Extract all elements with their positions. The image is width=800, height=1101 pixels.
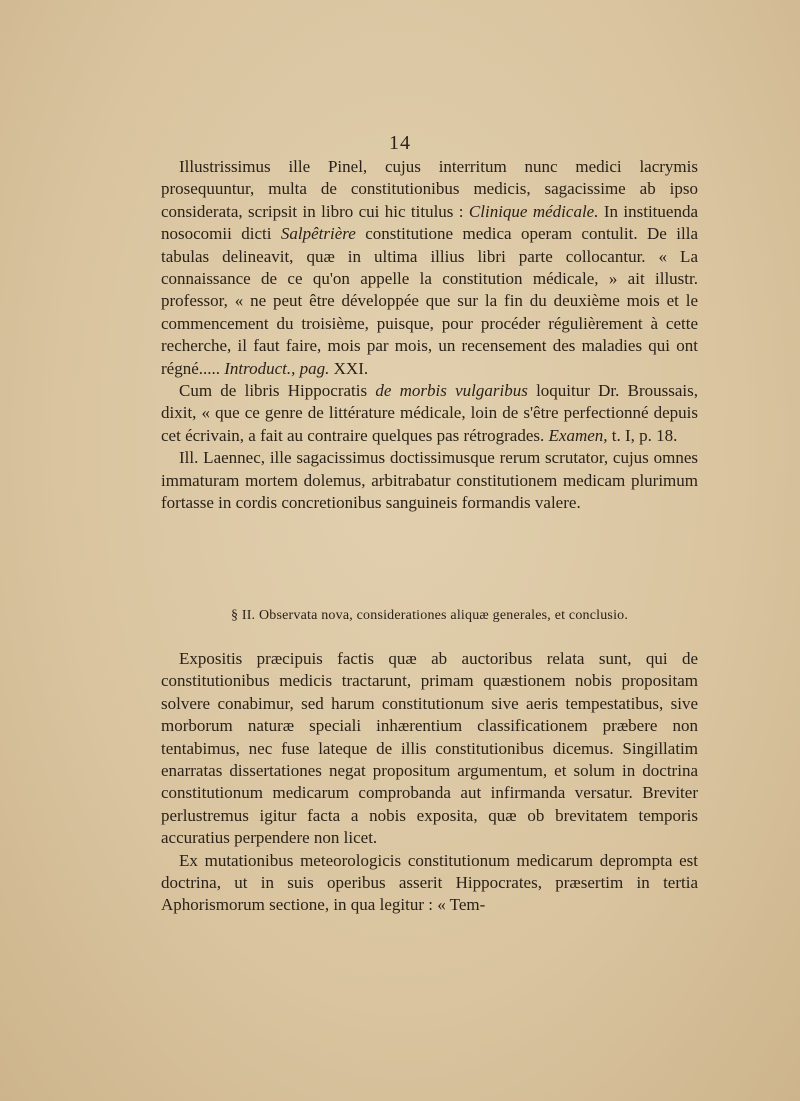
book-title-morbis: de morbis vulgaribus [375,381,528,401]
para2-text-a: Cum de libris Hippocratis [179,381,376,401]
paragraph-broussais [161,380,698,447]
reference-examen: Examen, [548,425,608,445]
text-section-1 [161,156,698,515]
para1-text-b: In instituenda nosocomii dicti [161,201,698,244]
paragraph-laennec: Ill. Laennec, ille sagacissimus doctissimusque rerum scrutator, cujus omnes immaturam mortem dolemus, arbitrabatur constitutionem medicam plurimum fortasse in cordis concretionibus sanguineis formandis valere. [161,448,698,513]
book-title-clinique: Clinique médicale. [468,201,599,221]
para2-text-c: t. I, p. 18. [607,425,678,445]
paragraph-mutationibus: Ex mutationibus meteorologicis constitutionum medicarum deprompta est doctrina, ut in suis operibus asserit Hippocrates, præsertim in tertia Aphorismorum sectione, in qua legitur : « Tem- [161,850,698,915]
para1-text-c: constitutione medica operam contulit. De illa tabulas delineavit, quæ in ultima illius libri parte collocantur. « La connaissance de ce qu'on appelle la constitution médicale, » ait illustr. professor, « ne peut être développée que sur la fin du deuxième mois et le commencement du troisième, puisque, pour procéder régulièrement à cette recherche, il faut faire, mois par mois, un recensement des maladies qui ont régné..... [161,224,698,378]
place-salpetriere: Salpêtrière [280,224,356,244]
para2-text-b: loquitur Dr. Broussais, dixit, « que ce genre de littérature médicale, loin de s'être perfectionné depuis cet écrivain, a fait au contraire quelques pas rétrogrades. [161,381,698,445]
reference-introduct: Introduct., pag. [224,358,330,378]
paragraph-expositis: Expositis præcipuis factis quæ ab auctoribus relata sunt, qui de constitutionibus medicis tractarunt, primam quæstionem nobis propositam solvere conabimur, sed harum constitutionum sive aeris tempestatibus, sive morborum naturæ speciali inhærentium classificationem præbere non tentabimus, nec fuse lateque de illis constitutionibus dicemus. Singillatim enarratas dissertationes negat propositum argumentum, et solum in doctrina constitutionum medicarum comprobanda aut infirmanda versatur. Breviter perlustremus igitur facta a nobis exposita, quæ ob brevitatem temporis accuratius perpendere non licet. [161,649,698,848]
paragraph-pinel [161,156,698,380]
section-heading: § II. Observata nova, considerationes aliquæ generales, et conclusio. [230,608,629,623]
para1-text-a: Illustrissimus ille Pinel, cujus interritum nunc medici lacrymis prosequuntur, multa de constitutionibus medicis, sagacissime ab ipso considerata, scripsit in libro cui hic titulus : [161,157,698,221]
text-section-2 [161,648,698,917]
para1-text-d: XXI. [329,358,369,378]
page-number: 14 [389,132,411,154]
